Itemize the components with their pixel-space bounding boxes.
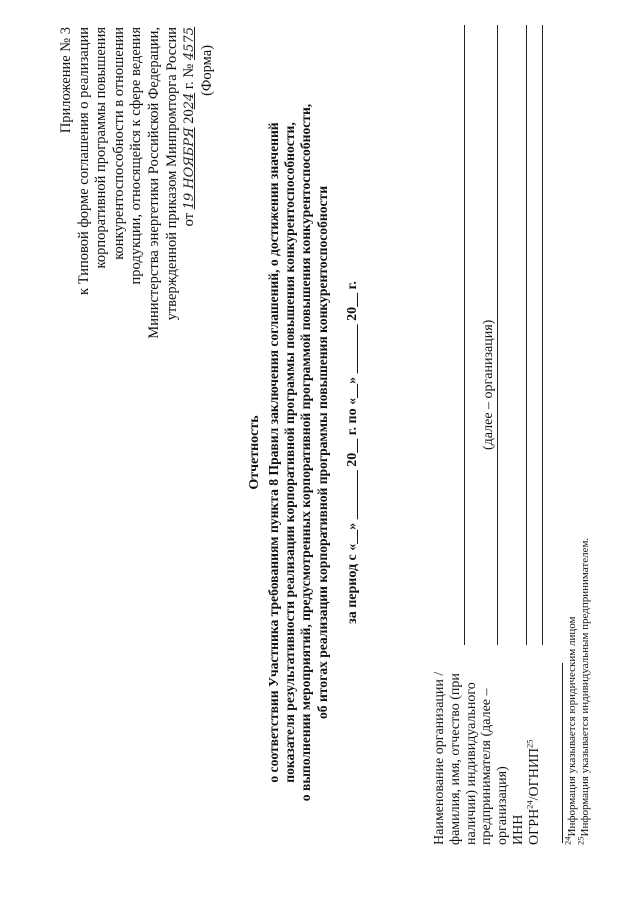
appendix-line: конкурентоспособности в отношении [110, 27, 127, 260]
appendix-line: утвержденной приказом Минпромторга России [163, 27, 180, 321]
organization-caption: (далее – организация) [481, 319, 496, 450]
number-prefix: г. № [181, 63, 198, 90]
appendix-block [58, 27, 216, 447]
appendix-date-line [181, 27, 199, 447]
footnotes [562, 537, 591, 845]
label-line: Наименование организации / [432, 671, 447, 845]
ogrn-text: ОГРН [526, 808, 542, 845]
label-line: фамилия, имя, отчество (при [447, 673, 463, 845]
organization-name-line-2 [497, 25, 498, 645]
report-subject-line: о выполнении мероприятий, предусмотренных корпоративной программой повышения конкурентоспособности, [298, 103, 314, 802]
report-subject-line: показателя результативности реализации корпоративной программы повышения конкурентоспособности, [282, 122, 298, 783]
handwritten-date: 19 НОЯБРЯ [182, 127, 198, 210]
ognip-text: /ОГНИП [526, 747, 542, 801]
report-subject-line: о соответствии Участника требованиям пункта 8 Правил заключения соглашений, о достижении значений [266, 122, 281, 783]
report-period: за период с «__» _______ 20__ г. по «__» _______ 20__ г. [345, 281, 360, 624]
inn-line [526, 25, 527, 645]
footnote [574, 537, 592, 845]
appendix-line: продукции, относящейся к сфере ведения [128, 27, 145, 285]
footnote-ref: 25 [524, 739, 535, 748]
handwritten-year: 24 [182, 92, 198, 110]
ogrn-label [524, 653, 543, 845]
inn-label: ИНН [510, 814, 526, 845]
ogrn-line [542, 25, 543, 645]
footnote-separator [562, 663, 563, 843]
year-prefix: 20 [181, 109, 198, 124]
footnote-ref: 24 [524, 800, 535, 809]
handwritten-number: 4575 [182, 27, 198, 61]
report-title: Отчетность [247, 415, 262, 490]
footnote-text: Информация указывается юридическим лицом [566, 616, 578, 837]
organization-name-line-1 [464, 25, 465, 645]
appendix-line: Министерства энергетики Российской Федерации, [145, 27, 162, 339]
organization-name-label [432, 653, 543, 845]
label-line: наличии) индивидуального [463, 682, 479, 845]
appendix-line: корпоративной программы повышения [93, 27, 110, 269]
footnote [562, 538, 579, 845]
report-subject [266, 0, 331, 905]
form-label: (Форма) [198, 45, 215, 96]
appendix-line: к Типовой форме соглашения о реализации [75, 27, 92, 295]
footnote-mark: 25 [574, 836, 585, 845]
footnote-mark: 24 [562, 836, 573, 845]
label-line: организация) [495, 766, 511, 845]
appendix-line: Приложение № 3 [58, 27, 74, 134]
report-subject-line: об итогах реализации корпоративной программы повышения конкурентоспособности [314, 185, 330, 720]
date-prefix: от [181, 213, 198, 227]
label-line: предпринимателя (далее – [479, 688, 495, 845]
footnote-text: Информация указывается индивидуальным предпринимателем. [578, 537, 591, 837]
